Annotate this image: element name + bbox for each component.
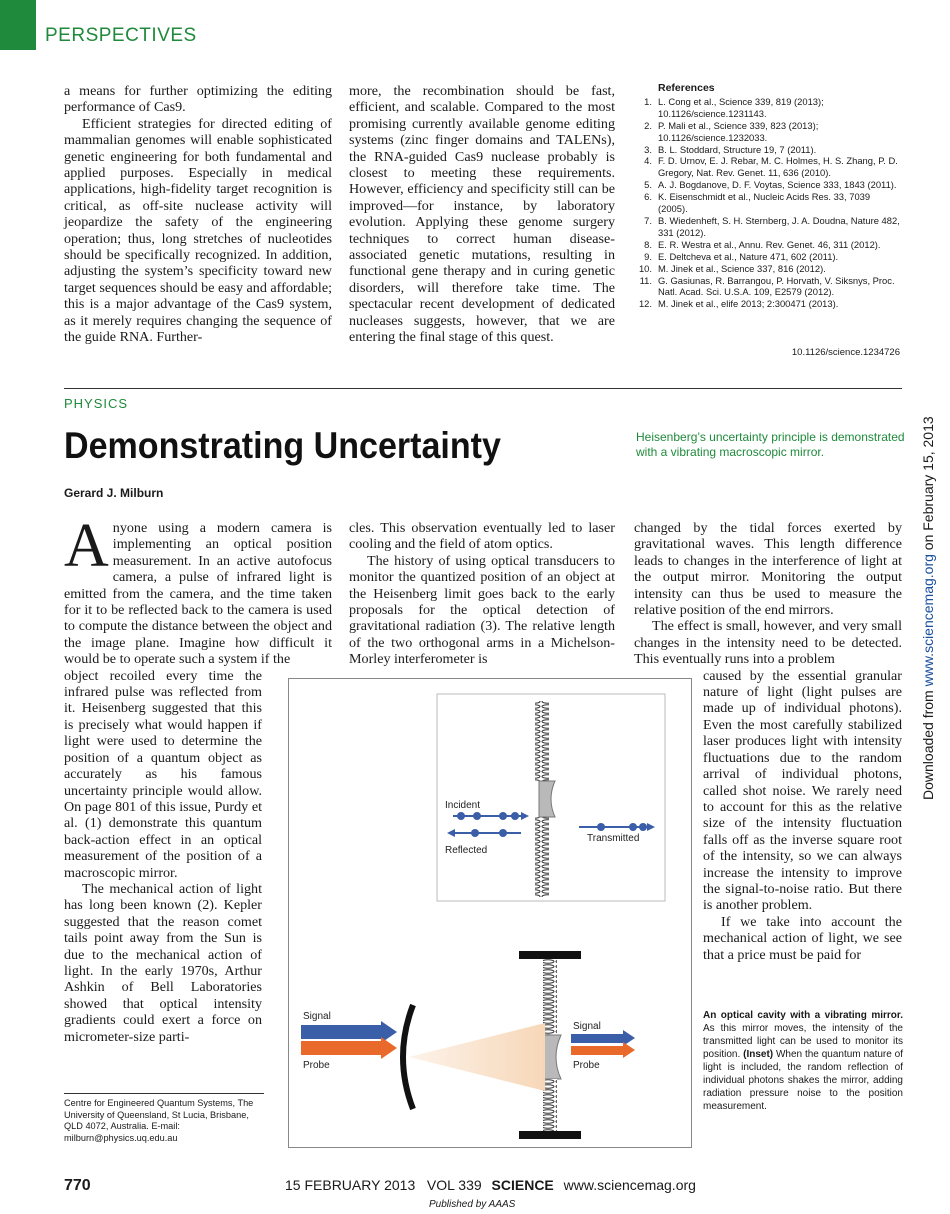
reference-item: 9. E. Deltcheva et al., Nature 471, 602 (2011). xyxy=(644,250,839,262)
reference-item: 12. M. Jinek et al., elife 2013; 2:300471 (2013). xyxy=(638,298,839,310)
reference-item: 4. F. D. Urnov, E. J. Rebar, M. C. Holmes, H. S. Zhang, P. D. Gregory, Nat. Rev. Genet. 11, 636 (2010). xyxy=(644,155,898,179)
paragraph: The mechanical action of light has long been known (2). Kepler suggested that the reason comet tails point away from the Sun is due to the mechanical action of light. In the early 1970s, Arthur Ashkin of Bell Laboratories showed that optical intensity gradients could exert a force on micrometer-size parti- xyxy=(64,880,262,1045)
doi: 10.1126/science.1234726 xyxy=(791,347,900,358)
column-1-narrow xyxy=(64,668,262,1045)
inset-transmitted-label: Transmitted xyxy=(587,833,640,844)
top-article-column-1 xyxy=(64,83,332,346)
reference-item: 8. E. R. Westra et al., Annu. Rev. Genet. 46, 311 (2012). xyxy=(644,238,881,250)
top-mount xyxy=(519,951,581,959)
article-section-label: PHYSICS xyxy=(64,396,129,411)
inset-reflected-label: Reflected xyxy=(445,845,488,856)
section-label: PERSPECTIVES xyxy=(45,25,197,46)
paragraph: If we take into account the mechanical action of light, we see that a price must be paid for xyxy=(703,913,902,963)
download-notice: Downloaded from www.sciencemag.org on February 15, 2013 xyxy=(920,416,936,800)
photon xyxy=(499,829,507,837)
cavity-mirror xyxy=(543,1035,561,1079)
paragraph: object recoiled every time the infrared pulse was reflected from it. Heisenberg suggested that this is precisely what would happen if light were used to determine the position of a quantum object as accurately as his famous uncertainty principle would allow. On page 801 of this issue, Purdy et al. (1) demonstrate this quantum back-action effect in an optical measurement of the position of a macroscopic mirror. xyxy=(64,667,262,881)
footer-site: www.sciencemag.org xyxy=(563,1177,696,1193)
probe-right-label: Probe xyxy=(573,1060,600,1071)
paragraph: changed by the tidal forces exerted by gravitational waves. This length difference leads to changes in the interference of light at the output mirror. Monitoring the output intensity can thus be used to measure the relative position of the end mirrors. xyxy=(634,520,902,619)
photon xyxy=(457,812,465,820)
reference-item: 3. B. L. Stoddard, Structure 19, 7 (2011). xyxy=(644,143,817,155)
download-link[interactable]: www.sciencemag.org xyxy=(920,554,936,687)
probe-beam-left xyxy=(301,1041,381,1055)
reference-item: 7. B. Wiedenheft, S. H. Sternberg, J. A. Doudna, Nature 482, 331 (2012). xyxy=(644,214,900,238)
caption-inset-label: (Inset) xyxy=(743,1049,774,1060)
inset-spring-top xyxy=(535,701,549,781)
paragraph: The effect is small, however, and very small changes in the intensity need to be detected. This eventually runs into a problem xyxy=(634,618,902,668)
photon xyxy=(499,812,507,820)
photon xyxy=(639,823,647,831)
paragraph: The history of using optical transducers to monitor the quantized position of an object at the Heisenberg limit goes back to the early proposals for the optical detection of gravitational radiation (3). The relative length of the two orthogonal arms in a Michelson-Morley interferometer is xyxy=(349,552,615,668)
author-affiliation: Centre for Engineered Quantum Systems, The University of Queensland, St Lucia, Brisbane, QLD 4072, Australia. E-mail: milburn@physics.uq.edu.au xyxy=(64,1093,264,1144)
spring-top xyxy=(543,959,557,1035)
published-by: Published by AAAS xyxy=(429,1199,516,1210)
article-divider xyxy=(64,388,902,389)
footer-info xyxy=(285,1177,696,1193)
reference-item: 6. K. Eisenschmidt et al., Nucleic Acids Res. 33, 7039 (2005). xyxy=(644,191,871,215)
article-title: Demonstrating Uncertainty xyxy=(64,425,501,466)
photon xyxy=(629,823,637,831)
top-article-column-2 xyxy=(349,83,615,346)
figure xyxy=(288,678,692,1148)
paragraph: cles. This observation eventually led to laser cooling and the field of atom optics. xyxy=(349,520,615,553)
footer-journal: SCIENCE xyxy=(491,1177,554,1193)
paragraph: more, the recombination should be fast, efficient, and scalable. Compared to the most promising currently available genome editing systems (zinc finger domains and TALENs), the RNA-guided Cas9 nuclease probably is closest to meeting these requirements. However, efficiency and specificity still can be improved—for instance, by laboratory evolution. Applying these genome surgery techniques to correct human disease-associated genetic mutations, resulting in functional gene therapy and in curing genetic disorders, will therefore take time. The spectacular recent development of dedicated nucleases suggests, however, that we are entering the final stage of this quest. xyxy=(349,83,615,346)
caption-text: As this mirror moves, the intensity of the transmitted light can be used to monitor its position. xyxy=(703,1023,903,1060)
probe-beam-right xyxy=(571,1046,623,1055)
reference-item: 1. L. Cong et al., Science 339, 819 (2013); 10.1126/science.1231143. xyxy=(644,95,824,119)
reference-item: 11. G. Gasiunas, R. Barrangou, P. Horvath, V. Siksnys, Proc. Natl. Acad. Sci. U.S.A. 109, E2579 (2012). xyxy=(639,274,895,298)
signal-beam-right xyxy=(571,1034,623,1043)
page-number: 770 xyxy=(64,1177,91,1194)
reference-item: 5. A. J. Bogdanove, D. F. Voytas, Science 333, 1843 (2011). xyxy=(644,179,897,191)
optical-cavity-figure xyxy=(289,679,693,1149)
paragraph: caused by the essential granular nature of light (light pulses are made up of individual photons). Even the most carefully stabilized laser produces light with intensity fluctuations due to the random arrival of individual photons, called shot noise. We rarely need to account for this as the relative size of the intensity fluctuation falls off as the inverse square root of the intensity, so we can always increase the intensity to improve the signal-to-noise ratio. But there is another problem. xyxy=(703,667,902,914)
signal-left-label: Signal xyxy=(303,1011,331,1022)
spring-bottom xyxy=(543,1079,557,1133)
article-column-2 xyxy=(349,520,615,668)
article-author: Gerard J. Milburn xyxy=(64,486,164,500)
inset-incident-label: Incident xyxy=(445,800,481,811)
drop-cap: A xyxy=(64,512,109,580)
references-title: References xyxy=(658,82,715,94)
figure-caption xyxy=(703,1009,903,1113)
caption-title: An optical cavity with a vibrating mirror. xyxy=(703,1010,903,1021)
references xyxy=(636,83,902,310)
signal-right-label: Signal xyxy=(573,1021,601,1032)
inset-spring-bottom xyxy=(535,817,549,897)
paragraph: Anyone using a modern camera is implementing an optical position measurement. In an active autofocus camera, a pulse of infrared light is emitted from the camera, and the time taken for it to be reflected back to the camera is used to compute the distance between the object and the image plane. Imagine how difficult it would be to operate such a system if the xyxy=(64,512,332,668)
column-3-narrow xyxy=(703,668,902,963)
photon xyxy=(473,812,481,820)
section-color-tab xyxy=(0,0,36,50)
photon xyxy=(597,823,605,831)
footer-date-volume: 15 FEBRUARY 2013 VOL 339 xyxy=(285,1177,482,1193)
photon xyxy=(471,829,479,837)
intracavity-beam xyxy=(409,1023,545,1091)
signal-beam-left xyxy=(301,1025,381,1039)
reference-item: 2. P. Mali et al., Science 339, 823 (2013); 10.1126/science.1232033. xyxy=(644,119,819,143)
paragraph: Efficient strategies for directed editing of mammalian genomes will enable sophisticated genetic engineering for both fundamental and applied purposes. Especially in medical applications, high-fidelity target recognition is critical, as off-site nuclease activity will jeopardize the safety of the engineering operation; thus, long stretches of nucleotides should be specifically recognized. In addition, adjusting the system’s specificity toward new target sequences should be easy and affordable; this is a major advantage of the Cas9 system, as it merely requires changing the sequence of the guide RNA. Further- xyxy=(64,115,332,346)
probe-left-label: Probe xyxy=(303,1060,330,1071)
caption-text: When the quantum nature of light is included, the random reflection of individual photons shakes the mirror, adding radiation pressure noise to the position measurement. xyxy=(703,1049,904,1112)
bottom-mount xyxy=(519,1131,581,1139)
reference-item: 10. M. Jinek et al., Science 337, 816 (2012). xyxy=(638,262,826,274)
photon xyxy=(511,812,519,820)
paragraph: a means for further optimizing the editing performance of Cas9. xyxy=(64,83,332,116)
article-deck: Heisenberg’s uncertainty principle is demonstrated with a vibrating macroscopic mirror. xyxy=(636,430,905,459)
